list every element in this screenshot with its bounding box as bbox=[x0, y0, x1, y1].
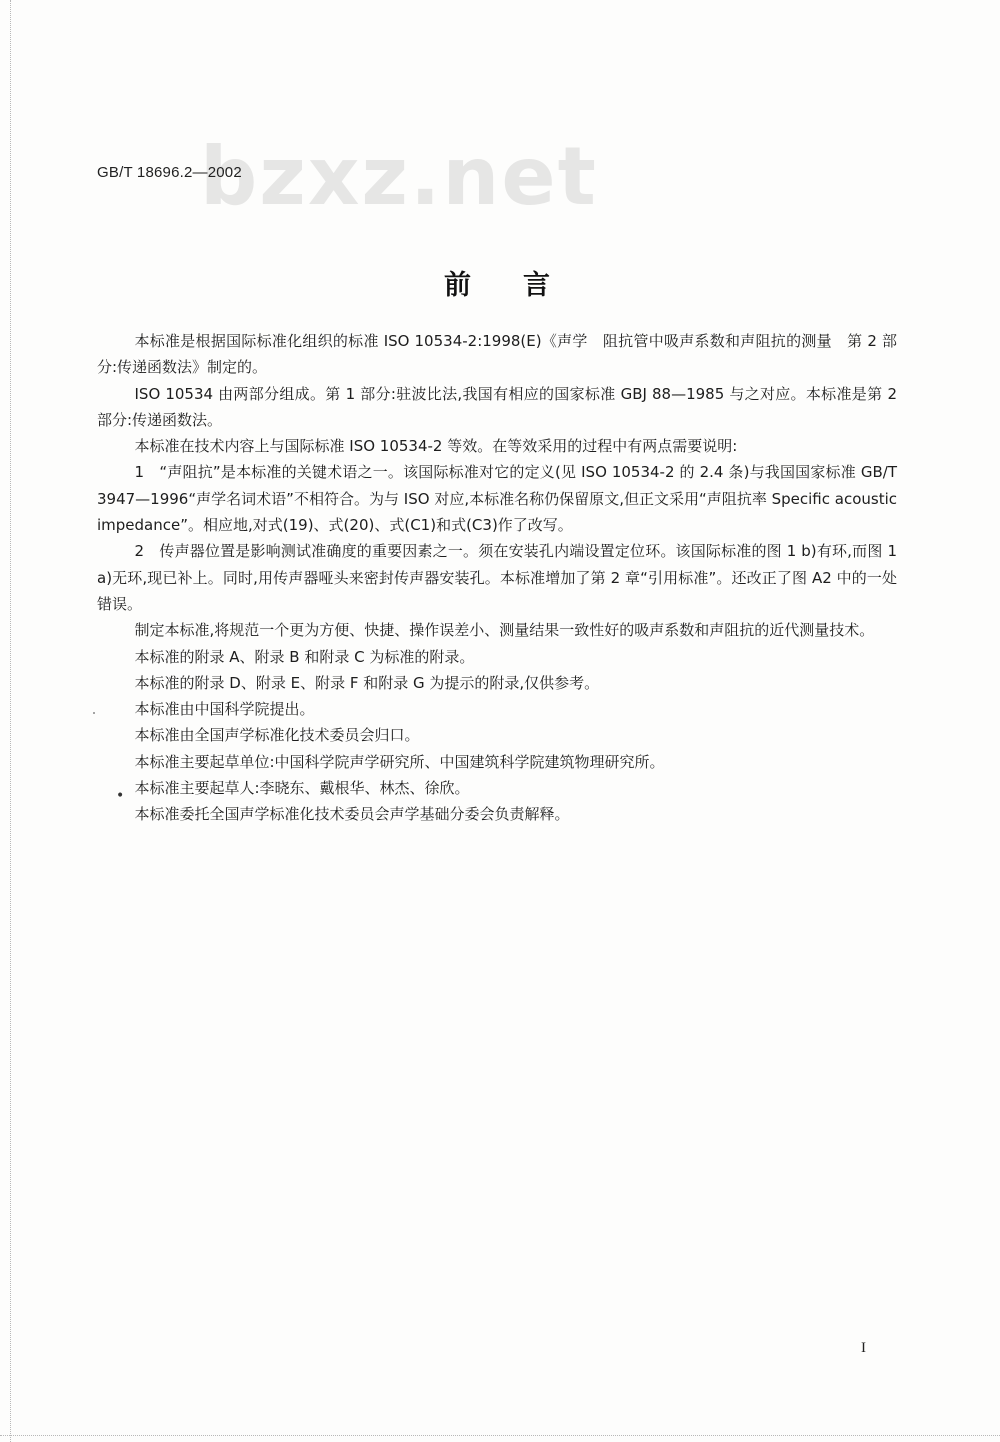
standard-code: GB/T 18696.2—2002 bbox=[97, 164, 242, 181]
paragraph-purpose: 制定本标准,将规范一个更为方便、快捷、操作误差小、测量结果一致性好的吸声系数和声阻抗的近代测量技术。 bbox=[134, 621, 875, 640]
scan-edge-left bbox=[10, 0, 12, 1442]
paragraph-interpretation: 本标准委托全国声学标准化技术委员会声学基础分委会负责解释。 bbox=[134, 805, 570, 824]
paragraph-parts: ISO 10534 由两部分组成。第 1 部分:驻波比法,我国有相应的国家标准 GBJ 88—1985 与之对应。本标准是第 2 部分:传递函数法。 bbox=[97, 384, 897, 429]
paragraph-normative-annexes: 本标准的附录 A、附录 B 和附录 C 为标准的附录。 bbox=[134, 647, 475, 666]
paragraph-note-2: 2 传声器位置是影响测试准确度的重要因素之一。须在安装孔内端设置定位环。该国际标准的图 1 b)有环,而图 1 a)无环,现已补上。同时,用传声器哑头来密封传声器安装孔。本标准增加了第 2 章“引用标准”。还改正了图 A2 中的一处错误。 bbox=[97, 542, 897, 613]
paragraph-proposer: 本标准由中国科学院提出。 bbox=[134, 700, 315, 719]
paragraph-basis: 本标准是根据国际标准化组织的标准 ISO 10534-2:1998(E)《声学 阻抗管中吸声系数和声阻抗的测量 第 2 部分:传递函数法》制定的。 bbox=[97, 332, 897, 377]
watermark: bzxz.net bbox=[200, 130, 598, 223]
paragraph-equivalence: 本标准在技术内容上与国际标准 ISO 10534-2 等效。在等效采用的过程中有两点需要说明: bbox=[134, 437, 738, 456]
foreword-body bbox=[97, 328, 897, 828]
paragraph-drafters: 本标准主要起草人:李晓东、戴根华、林杰、徐欣。 bbox=[134, 779, 470, 798]
page-number: I bbox=[861, 1340, 866, 1356]
margin-mark: • bbox=[116, 788, 125, 804]
paragraph-informative-annexes: 本标准的附录 D、附录 E、附录 F 和附录 G 为提示的附录,仅供参考。 bbox=[134, 673, 600, 692]
paragraph-drafting-units: 本标准主要起草单位:中国科学院声学研究所、中国建筑科学院建筑物理研究所。 bbox=[134, 752, 665, 771]
page-title: 前言 bbox=[444, 270, 602, 301]
paragraph-note-1: 1 “声阻抗”是本标准的关键术语之一。该国际标准对它的定义(见 ISO 10534-2 的 2.4 条)与我国国家标准 GB/T 3947—1996“声学名词术语”不相符合。为与 ISO 对应,本标准名称仍保留原文,但正文采用“声阻抗率 Specific acoustic impedance”。相应地,对式(19)、式(20)、式(C1)和式(C3)作了改写。 bbox=[97, 463, 897, 535]
paragraph-administrator: 本标准由全国声学标准化技术委员会归口。 bbox=[134, 726, 420, 745]
scan-speck bbox=[93, 712, 95, 714]
scan-edge-bottom bbox=[0, 1434, 1000, 1436]
